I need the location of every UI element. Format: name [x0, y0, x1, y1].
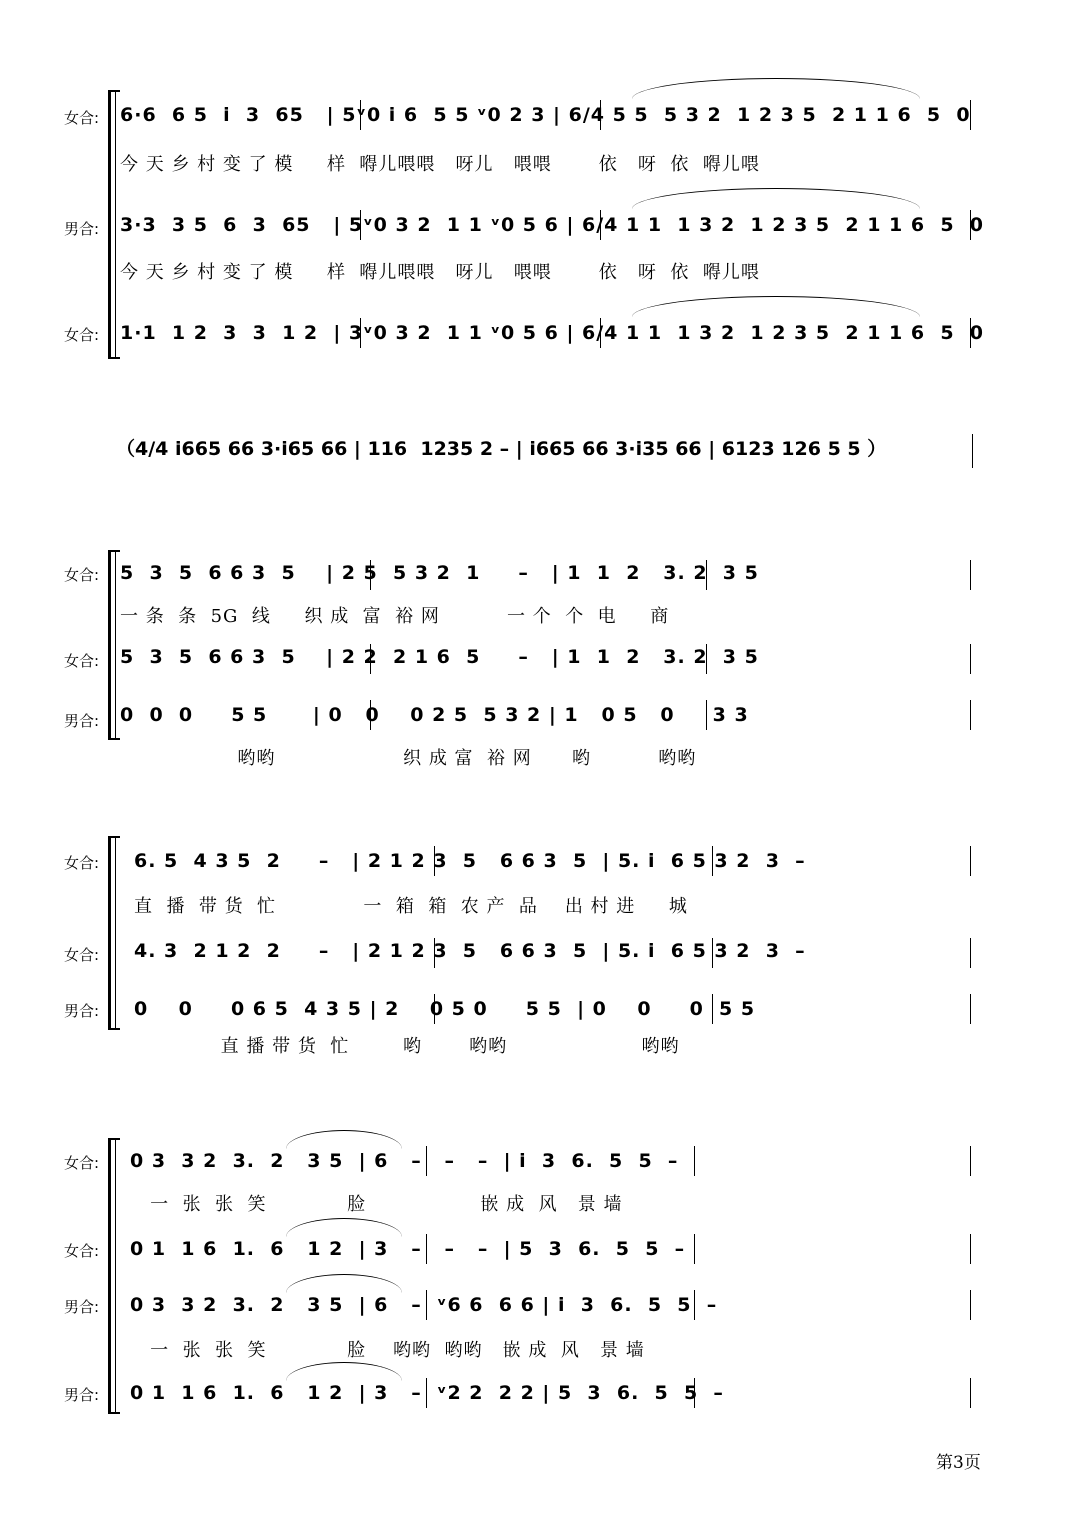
phrase-slur [632, 296, 920, 317]
part-name: 女合: [64, 854, 100, 872]
lyrics-line: 直 播 带 货 忙 一 箱 箱 农 产 品 出 村 进 城 [134, 896, 688, 917]
part-name: 男合: [64, 220, 100, 238]
barline [970, 1234, 971, 1264]
phrase-slur [632, 188, 920, 209]
part-name: 女合: [64, 566, 100, 584]
notation-line: 0 1 1 6 1. 6 1 2 | 3 – ᵛ2 2 2 2 | 5 3 6. 5 5 – [130, 1382, 724, 1404]
phrase-slur [286, 1362, 402, 1381]
notation-line: 5 3 5 6 6 3 5 | 2 2 2 1 6 5 – | 1 1 2 3. 2 3 5 [120, 646, 759, 668]
barline [972, 434, 973, 468]
barline [970, 1146, 971, 1176]
system-brace [108, 552, 111, 738]
part-name: 女合: [64, 326, 100, 344]
part-name: 女合: [64, 109, 100, 127]
page-number: 第3页 [936, 1453, 981, 1473]
phrase-slur [632, 78, 920, 99]
part-name: 男合: [64, 1386, 100, 1404]
part-name: 女合: [64, 1154, 100, 1172]
barline [694, 1234, 695, 1264]
part-name: 女合: [64, 1242, 100, 1260]
lyrics-line: 一 张 张 笑 脸 嵌 成 风 景 墙 [130, 1194, 623, 1215]
barline [970, 938, 971, 968]
notation-line: 0 3 3 2 3. 2 3 5 | 6 – – – | i 3 6. 5 5 – [130, 1150, 679, 1172]
notation-line: 6. 5 4 3 5 2 – | 2 1 2 3 5 6 6 3 5 | 5. i 6 5 3 2 3 – [134, 850, 806, 872]
lyrics-line: 今 天 乡 村 变 了 模 样 嘚儿喂喂 呀儿 喂喂 依 呀 依 嘚儿喂 [120, 262, 760, 283]
barline [970, 644, 971, 674]
notation-line: 0 1 1 6 1. 6 1 2 | 3 – – – | 5 3 6. 5 5 – [130, 1238, 686, 1260]
lyrics-line: 哟哟 织 成 富 裕 网 哟 哟哟 [150, 748, 697, 769]
part-name: 男合: [64, 1002, 100, 1020]
lyrics-line: 直 播 带 货 忙 哟 哟哟 哟哟 [140, 1036, 680, 1057]
system-brace [108, 838, 111, 1028]
notation-line: 0 3 3 2 3. 2 3 5 | 6 – ᵛ6 6 6 6 | i 3 6. 5 5 – [130, 1294, 718, 1316]
part-name: 男合: [64, 712, 100, 730]
lyrics-line: 一 条 条 5G 线 织 成 富 裕 网 一 个 个 电 商 [120, 606, 670, 627]
notation-line: 3·3 3 5 6 3 65 | 5ᵛ0 3 2 1 1 ᵛ0 5 6 | 6/4 1 1 1 3 2 1 2 3 5 2 1 1 6 5 0 [120, 214, 984, 236]
system-brace [108, 1140, 111, 1412]
barline [970, 846, 971, 876]
notation-line: 6·6 6 5 i 3 65 | 5ᵛ0 i 6 5 5 ᵛ0 2 3 | 6/4 5 5 5 3 2 1 2 3 5 2 1 1 6 5 0 [120, 104, 971, 126]
barline [970, 1378, 971, 1408]
phrase-slur [286, 1218, 402, 1237]
part-name: 男合: [64, 1298, 100, 1316]
notation-line: 5 3 5 6 6 3 5 | 2 5 5 3 2 1 – | 1 1 2 3. 2 3 5 [120, 562, 759, 584]
notation-line: 0 0 0 5 5 | 0 0 0 2 5 5 3 2 | 1 0 5 0 3 3 [120, 704, 749, 726]
notation-line: 0 0 0 6 5 4 3 5 | 2 0 5 0 5 5 | 0 0 0 5 5 [134, 998, 756, 1020]
phrase-slur [286, 1130, 402, 1149]
barline [970, 1290, 971, 1320]
part-name: 女合: [64, 652, 100, 670]
instrumental-interlude: （4/4 i665 66 3·i65 66 | 116 1235 2 – | i665 66 3·i35 66 | 6123 126 5 5 ） [116, 438, 887, 460]
part-name: 女合: [64, 946, 100, 964]
barline [970, 700, 971, 730]
phrase-slur [286, 1274, 402, 1293]
notation-line: 1·1 1 2 3 3 1 2 | 3ᵛ0 3 2 1 1 ᵛ0 5 6 | 6/4 1 1 1 3 2 1 2 3 5 2 1 1 6 5 0 [120, 322, 984, 344]
barline [970, 560, 971, 590]
system-brace [108, 92, 111, 357]
notation-line: 4. 3 2 1 2 2 – | 2 1 2 3 5 6 6 3 5 | 5. i 6 5 3 2 3 – [134, 940, 806, 962]
barline [694, 1146, 695, 1176]
lyrics-line: 一 张 张 笑 脸 哟哟 哟哟 嵌 成 风 景 墙 [130, 1340, 645, 1361]
barline [970, 994, 971, 1024]
lyrics-line: 今 天 乡 村 变 了 模 样 嘚儿喂喂 呀儿 喂喂 依 呀 依 嘚儿喂 [120, 154, 760, 175]
